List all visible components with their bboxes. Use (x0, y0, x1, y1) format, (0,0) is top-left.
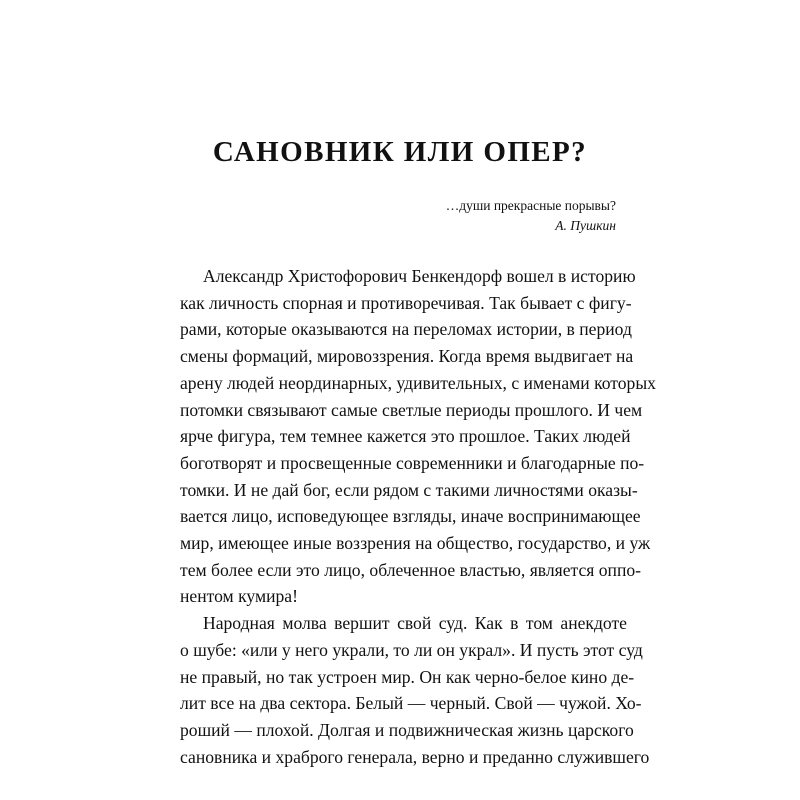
text-line: вается лицо, исповедующее взгляды, иначе воспринимающее (180, 506, 641, 527)
text-line: сановника и храброго генерала, верно и преданно служившего (180, 746, 650, 767)
text-line: не правый, но так устроен мир. Он как черно-белое кино де- (180, 666, 635, 687)
text-line: роший — плохой. Долгая и подвижническая жизнь царского (180, 719, 634, 740)
text-line: мир, имеющее иные воззрения на общество, государство, и уж (180, 533, 651, 554)
text-line: смены формаций, мировоззрения. Когда время выдвигает на (180, 346, 634, 367)
text-line: о шубе: «или у него украли, то ли он украл». И пусть этот суд (180, 639, 643, 660)
text-line: лит все на два сектора. Белый — черный. Свой — чужой. Хо- (180, 693, 642, 714)
text-line: томки. И не дай бог, если рядом с такими личностями оказы- (180, 479, 638, 500)
epigraph-quote: …души прекрасные порывы? (445, 198, 616, 213)
paragraph (180, 263, 656, 610)
body-text (180, 263, 656, 770)
text-line: тем более если это лицо, облеченное властью, является оппо- (180, 559, 642, 580)
text-line: арену людей неординарных, удивительных, с именами которых (180, 372, 656, 393)
text-line: рами, которые оказываются на переломах истории, в период (180, 319, 632, 340)
chapter-title: САНОВНИК ИЛИ ОПЕР? (212, 136, 588, 168)
text-line: Александр Христофорович Бенкендорф вошел в историю (203, 266, 636, 286)
epigraph-author: А. Пушкин (555, 218, 616, 233)
paragraph (180, 610, 650, 770)
text-line: боготворят и просвещенные современники и благодарные по- (180, 452, 645, 473)
text-line: как личность спорная и противоречивая. Так бывает с фигу- (180, 292, 632, 313)
epigraph (316, 196, 616, 236)
text-line: потомки связывают самые светлые периоды прошлого. И чем (180, 399, 643, 420)
text-line: Народная молва вершит свой суд. Как в том анекдоте (203, 613, 627, 634)
text-line: нентом кумира! (180, 586, 298, 607)
text-line: ярче фигура, тем темнее кажется это прошлое. Таких людей (180, 426, 631, 447)
